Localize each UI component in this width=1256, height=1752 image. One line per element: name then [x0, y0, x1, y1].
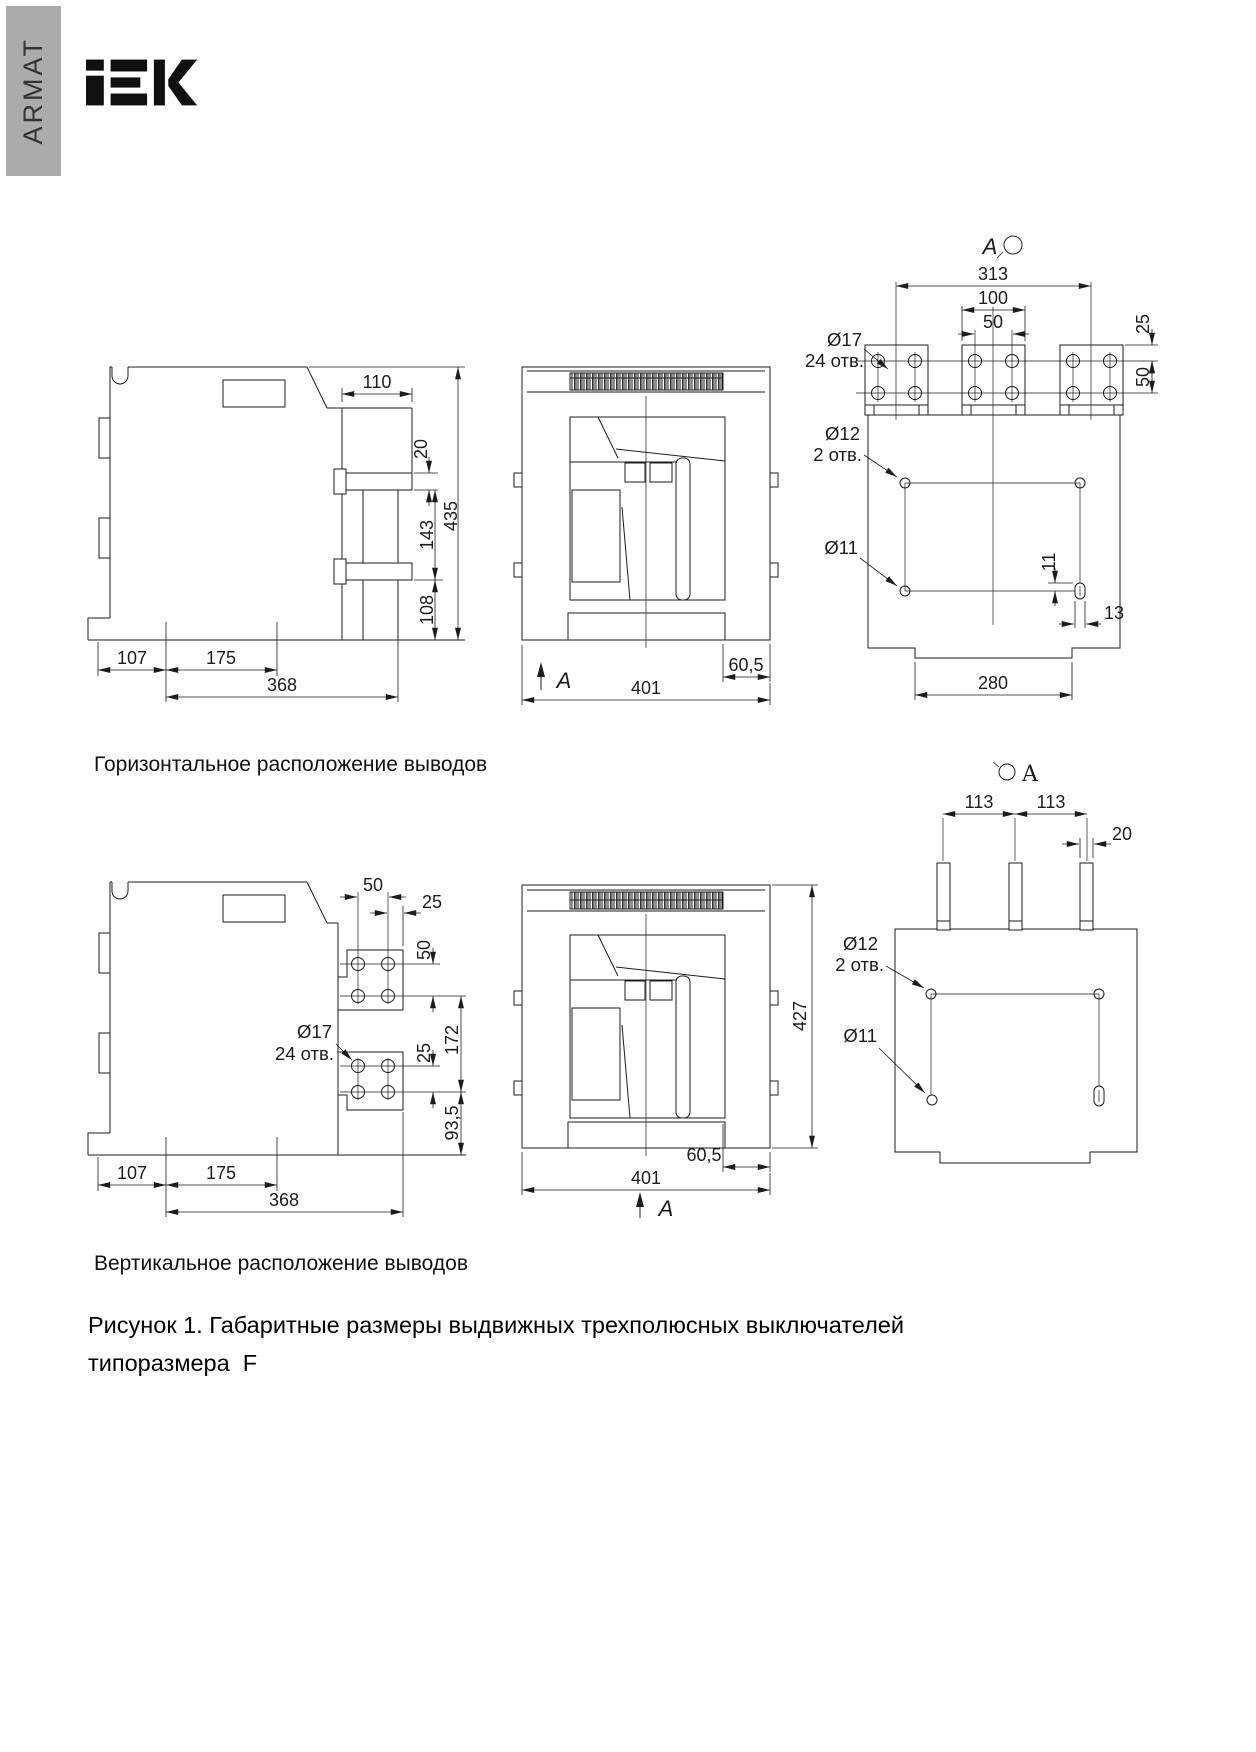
- breaker-body-rear: [868, 415, 1120, 658]
- vent-grille: [570, 373, 723, 390]
- dim-13: 13: [1104, 603, 1125, 623]
- view-marker-circle: [999, 764, 1015, 780]
- dim-25-right: 25: [1133, 313, 1153, 335]
- vertical-top-view: [835, 762, 1137, 1163]
- vertical-front-view: [514, 885, 818, 1221]
- dim-401: 401: [630, 1168, 662, 1188]
- dim-175: 175: [205, 648, 237, 668]
- dim-108: 108: [417, 594, 437, 626]
- hole-label-d11: Ø11: [824, 537, 858, 558]
- dim-435: 435: [441, 500, 461, 532]
- figure-caption-line1: Рисунок 1. Габаритные размеры выдвижных трехполюсных выключателей: [88, 1312, 904, 1338]
- dim-25-top: 25: [421, 892, 443, 912]
- dim-50-top: 50: [362, 875, 384, 895]
- hole-label-d17-count: 24 отв.: [804, 350, 864, 371]
- dim-100: 100: [977, 288, 1009, 308]
- terminal-plate: [1060, 345, 1123, 405]
- hole-label-d17: Ø17: [297, 1021, 332, 1042]
- figure-caption: [88, 1306, 904, 1382]
- front-panel: [570, 417, 725, 600]
- hole-label-d12: Ø12: [825, 423, 860, 444]
- dim-20: 20: [411, 438, 431, 460]
- dim-50-right: 50: [414, 939, 434, 961]
- dim-143: 143: [417, 519, 437, 551]
- dim-60-5: 60,5: [728, 655, 764, 675]
- section-label-a: A: [556, 668, 572, 693]
- horizontal-front-view: [514, 367, 778, 705]
- terminal-plate: [865, 345, 928, 405]
- dim-401: 401: [630, 678, 662, 698]
- dim-427: 427: [790, 1000, 810, 1032]
- dim-107: 107: [116, 1163, 148, 1183]
- dim-50-right: 50: [1133, 366, 1153, 388]
- horizontal-side-view: [88, 367, 465, 702]
- vent-grille: [570, 892, 723, 909]
- terminal-block-upper: [338, 950, 403, 1010]
- dim-113-left: 113: [964, 792, 994, 812]
- busbar-lower: [338, 563, 412, 580]
- dim-368: 368: [266, 675, 298, 695]
- dim-368: 368: [268, 1190, 300, 1210]
- dim-25-right: 25: [414, 1042, 434, 1064]
- terminal-bar: [1009, 863, 1022, 930]
- dim-110: 110: [362, 372, 392, 392]
- dim-60-5: 60,5: [686, 1145, 722, 1165]
- dim-175: 175: [205, 1163, 237, 1183]
- view-marker-circle: [1004, 236, 1022, 254]
- dim-280: 280: [977, 673, 1009, 693]
- view-label-a: A: [1022, 762, 1038, 787]
- armat-brand-label: ARMAT: [18, 37, 48, 145]
- dim-113-right: 113: [1036, 792, 1066, 812]
- hole-label-d17: Ø17: [827, 329, 862, 350]
- dim-93-5: 93,5: [442, 1105, 462, 1141]
- vertical-arrangement-caption: Вертикальное расположение выводов: [94, 1252, 468, 1275]
- view-label-a: A: [982, 234, 998, 259]
- terminal-bar: [1080, 863, 1093, 930]
- dim-172: 172: [442, 1024, 462, 1056]
- terminal-block-lower: [338, 1052, 403, 1110]
- hole-label-d12-count: 2 отв.: [813, 444, 862, 465]
- hole-label-d12: Ø12: [843, 933, 878, 954]
- section-arrow: [636, 1192, 644, 1207]
- dim-11: 11: [1039, 552, 1059, 572]
- section-arrow: [537, 662, 545, 677]
- dim-313: 313: [977, 264, 1009, 284]
- dim-107: 107: [116, 648, 148, 668]
- hole-label-d11: Ø11: [843, 1025, 877, 1046]
- terminal-bar: [937, 863, 950, 930]
- busbar-upper: [338, 473, 412, 490]
- figure-caption-line2: типоразмера F: [88, 1350, 258, 1376]
- vertical-side-view: [88, 875, 466, 1217]
- front-panel: [570, 935, 725, 1118]
- terminal-plate: [962, 345, 1025, 405]
- hole-label-d17-count: 24 отв.: [274, 1043, 334, 1064]
- horizontal-rear-view: [805, 234, 1158, 700]
- section-label-a: A: [658, 1196, 674, 1221]
- dim-20: 20: [1111, 824, 1133, 844]
- hole-label-d12-count: 2 отв.: [835, 954, 884, 975]
- horizontal-arrangement-caption: Горизонтальное расположение выводов: [94, 753, 488, 776]
- dim-50: 50: [982, 312, 1004, 332]
